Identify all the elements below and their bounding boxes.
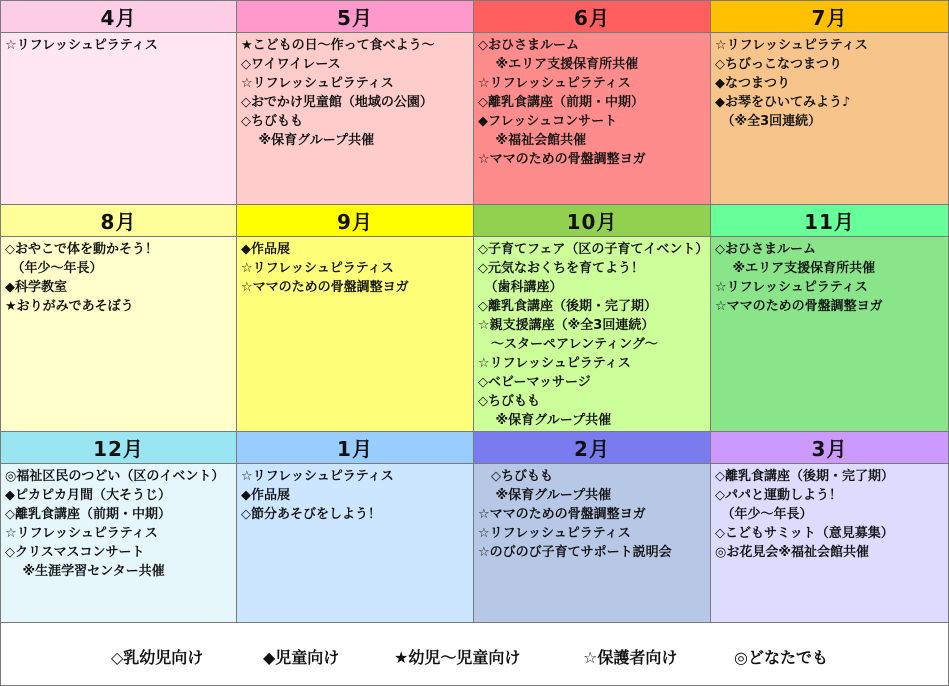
event-list: [711, 464, 948, 562]
event-item: ◇節分あそびをしよう！: [241, 507, 381, 522]
event-item: ◇離乳食講座（後期・完了期）: [478, 299, 657, 314]
event-list: [1, 464, 236, 581]
month-cell: [711, 432, 949, 623]
month-header: 10月: [474, 205, 710, 237]
event-item: ◆科学教室: [5, 280, 67, 295]
event-item: ◇離乳食講座（前期・中期）: [5, 507, 171, 522]
legend-anyone: ◎どなたでも: [734, 648, 828, 667]
month-header: 3月: [711, 432, 948, 464]
event-item: ◇子育てフェア（区の子育てイベント）: [478, 242, 709, 257]
month-cell: [711, 0, 949, 205]
event-item: ☆親支援講座（※全3回連続）: [478, 318, 655, 333]
event-item: ～スターペアレンティング～: [478, 337, 658, 352]
event-item: ◆作品展: [241, 242, 290, 257]
event-item: ◇元気なおくちを育てよう！: [478, 261, 644, 276]
event-item: ◎お花見会※福祉会館共催: [715, 545, 869, 560]
month-header: 2月: [474, 432, 710, 464]
event-item: ◇ちびもも: [478, 394, 540, 409]
event-item: ※福祉会館共催: [478, 133, 587, 148]
event-item: ◇おでかけ児童館（地域の公園）: [241, 95, 433, 110]
month-cell: [237, 432, 474, 623]
legend-infant: ◇乳幼児向け: [111, 648, 204, 667]
month-cell: [474, 205, 711, 432]
event-list: [1, 237, 236, 316]
event-item: ※生涯学習センター共催: [5, 564, 165, 579]
event-item: ◇ちびもも: [241, 114, 303, 129]
event-item: ☆リフレッシュピラティス: [715, 280, 868, 295]
event-item: ※エリア支援保育所共催: [715, 261, 876, 276]
event-item: ※エリア支援保育所共催: [478, 57, 639, 72]
event-item: ☆ママのための骨盤調整ヨガ: [478, 152, 646, 167]
event-list: [237, 33, 473, 150]
event-item: ☆ママのための骨盤調整ヨガ: [478, 507, 646, 522]
event-item: ◇こどもサミット（意見募集）: [715, 526, 894, 541]
legend-guardian: ☆保護者向け: [583, 648, 678, 667]
event-list: [474, 464, 710, 562]
event-item: ☆リフレッシュピラティス: [715, 38, 868, 53]
event-item: （年少～年長）: [5, 261, 103, 276]
event-item: ◇おひさまルーム: [478, 38, 579, 53]
event-item: ◇パパと運動しよう！: [715, 488, 842, 503]
event-list: [474, 33, 710, 169]
month-header: 12月: [1, 432, 236, 464]
event-item: ◆ピカピカ月間（大そうじ）: [5, 488, 171, 503]
event-list: [237, 464, 473, 524]
event-item: ☆ママのための骨盤調整ヨガ: [715, 299, 883, 314]
event-item: ☆リフレッシュピラティス: [5, 526, 158, 541]
event-item: ◇おひさまルーム: [715, 242, 816, 257]
event-item: ◆作品展: [241, 488, 290, 503]
month-header: 11月: [711, 205, 948, 237]
event-item: ※保育グループ共催: [478, 488, 612, 503]
month-cell: [0, 0, 237, 205]
event-item: （年少～年長）: [715, 507, 813, 522]
event-list: [711, 33, 948, 131]
legend: [0, 623, 949, 686]
event-item: ◇クリスマスコンサート: [5, 545, 145, 560]
event-item: ◇ワイワイレース: [241, 57, 341, 72]
event-list: [711, 237, 948, 316]
event-item: ※保育グループ共催: [241, 133, 375, 148]
event-item: ☆リフレッシュピラティス: [478, 76, 631, 91]
event-list: [1, 33, 236, 55]
event-item: ☆リフレッシュピラティス: [478, 526, 631, 541]
month-header: 1月: [237, 432, 473, 464]
event-item: ◆なつまつり: [715, 76, 790, 91]
month-header: 8月: [1, 205, 236, 237]
event-item: ◎福祉区民のつどい（区のイベント）: [5, 469, 225, 484]
month-cell: [237, 205, 474, 432]
legend-child: ◆児童向け: [263, 648, 340, 667]
event-item: ★おりがみであそぼう: [5, 299, 134, 314]
month-header: 6月: [474, 1, 710, 33]
event-item: ◇おやこで体を動かそう！: [5, 242, 158, 257]
month-cell: [0, 432, 237, 623]
month-header: 5月: [237, 1, 473, 33]
event-item: ☆ママのための骨盤調整ヨガ: [241, 280, 409, 295]
event-item: ◇ちびもも: [478, 469, 553, 484]
event-item: （歯科講座）: [478, 280, 563, 295]
event-list: [237, 237, 473, 297]
event-item: ◇ちびっこなつまつり: [715, 57, 842, 72]
month-cell: [711, 205, 949, 432]
event-item: ☆のびのび子育てサポート説明会: [478, 545, 672, 560]
event-item: ◇離乳食講座（前期・中期）: [478, 95, 644, 110]
legend-preschool-child: ★幼児～児童向け: [394, 648, 521, 667]
month-cell: [237, 0, 474, 205]
event-list: [474, 237, 710, 430]
event-item: ◇離乳食講座（後期・完了期）: [715, 469, 894, 484]
month-header: 7月: [711, 1, 948, 33]
event-item: ★こどもの日～作って食べよう～: [241, 38, 435, 53]
event-item: ◆お琴をひいてみよう♪: [715, 95, 851, 110]
month-cell: [474, 432, 711, 623]
month-cell: [474, 0, 711, 205]
event-item: ☆リフレッシュピラティス: [241, 261, 394, 276]
event-item: ☆リフレッシュピラティス: [241, 469, 394, 484]
event-item: ☆リフレッシュピラティス: [478, 356, 631, 371]
event-item: （※全3回連続）: [715, 114, 822, 129]
event-item: ◇ベビーマッサージ: [478, 375, 591, 390]
month-header: 9月: [237, 205, 473, 237]
month-cell: [0, 205, 237, 432]
event-item: ☆リフレッシュピラティス: [241, 76, 394, 91]
month-header: 4月: [1, 1, 236, 33]
event-item: ☆リフレッシュピラティス: [5, 38, 158, 53]
event-item: ※保育グループ共催: [478, 413, 612, 428]
event-item: ◆フレッシュコンサート: [478, 114, 618, 129]
